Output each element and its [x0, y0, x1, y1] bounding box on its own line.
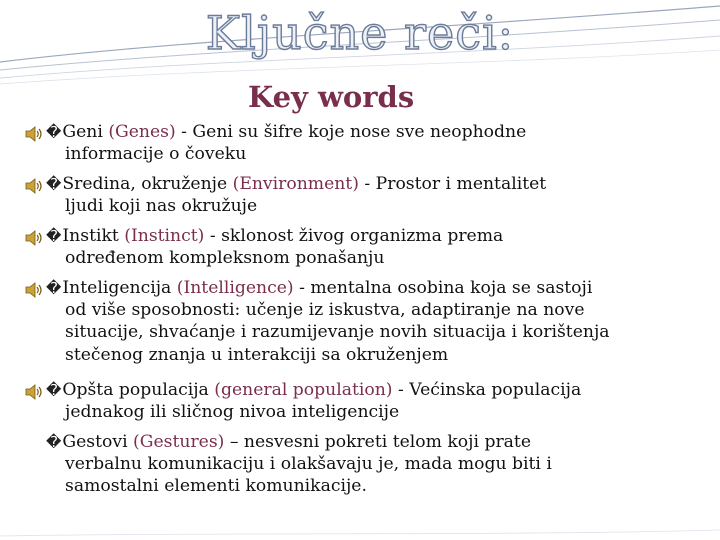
keyword-definition: - Geni su šifre koje nose sve neophodne — [175, 122, 527, 142]
keyword-definition: – nesvesni pokreti telom koji prate — [224, 432, 531, 452]
definition-continuation: određenom kompleksnom ponašanju — [65, 247, 385, 268]
keyword-english: (Intelligence) — [176, 278, 294, 298]
bullet-box-icon: � — [46, 227, 62, 245]
keyword-english: (Gestures) — [133, 432, 225, 452]
speaker-icon[interactable] — [24, 176, 44, 196]
keyword-term: Instikt — [62, 226, 125, 246]
definition-continuation: stečenog znanja u interakciji sa okruženjem — [65, 344, 449, 365]
keyword-term: Inteligencija — [62, 278, 177, 298]
bullet-box-icon: � — [46, 175, 62, 193]
keyword-line — [46, 278, 592, 298]
definition-continuation: situacije, shvaćanje i razumijevanje novih situacija i korištenja — [65, 322, 610, 342]
definition-continuation: od više sposobnosti: učenje iz iskustva, adaptiranje na nove — [65, 299, 585, 320]
keyword-line — [46, 432, 531, 452]
keyword-english: (Genes) — [108, 122, 176, 142]
speaker-icon[interactable] — [24, 228, 44, 248]
keyword-definition: - sklonost živog organizma prema — [204, 226, 504, 246]
keyword-definition: - Prostor i mentalitet — [358, 174, 547, 194]
keyword-term: Geni — [62, 122, 109, 142]
definition-continuation: verbalnu komunikaciju i olakšavaju je, mada mogu biti i — [65, 453, 552, 474]
speaker-icon[interactable] — [24, 382, 44, 402]
bullet-box-icon: � — [46, 433, 62, 451]
definition-continuation: jednakog ili sličnog nivoa inteligencije — [65, 401, 400, 422]
bullet-box-icon: � — [46, 381, 62, 399]
speaker-icon[interactable] — [24, 124, 44, 144]
definition-continuation: samostalni elementi komunikacije. — [65, 476, 367, 496]
keyword-line — [46, 226, 503, 246]
keyword-line — [46, 122, 526, 142]
slide-subtitle: Key words — [248, 80, 415, 114]
speaker-icon[interactable] — [24, 280, 44, 300]
definition-continuation: ljudi koji nas okružuje — [65, 195, 258, 216]
keyword-definition: - mentalna osobina koja se sastoji — [293, 278, 593, 298]
slide-title: Ključne reči: — [205, 6, 515, 60]
bullet-box-icon: � — [46, 279, 62, 297]
keyword-english: (Instinct) — [124, 226, 205, 246]
keyword-definition: - Većinska populacija — [392, 380, 582, 400]
keyword-english: (Environment) — [232, 174, 359, 194]
keyword-term: Opšta populacija — [62, 380, 215, 400]
definition-continuation: informacije o čoveku — [65, 143, 247, 164]
bullet-box-icon: � — [46, 123, 62, 141]
keyword-line — [46, 174, 546, 194]
keyword-term: Gestovi — [62, 432, 134, 452]
keyword-line — [46, 380, 581, 400]
keyword-term: Sredina, okruženje — [62, 174, 233, 194]
keyword-english: (general population) — [214, 380, 393, 400]
